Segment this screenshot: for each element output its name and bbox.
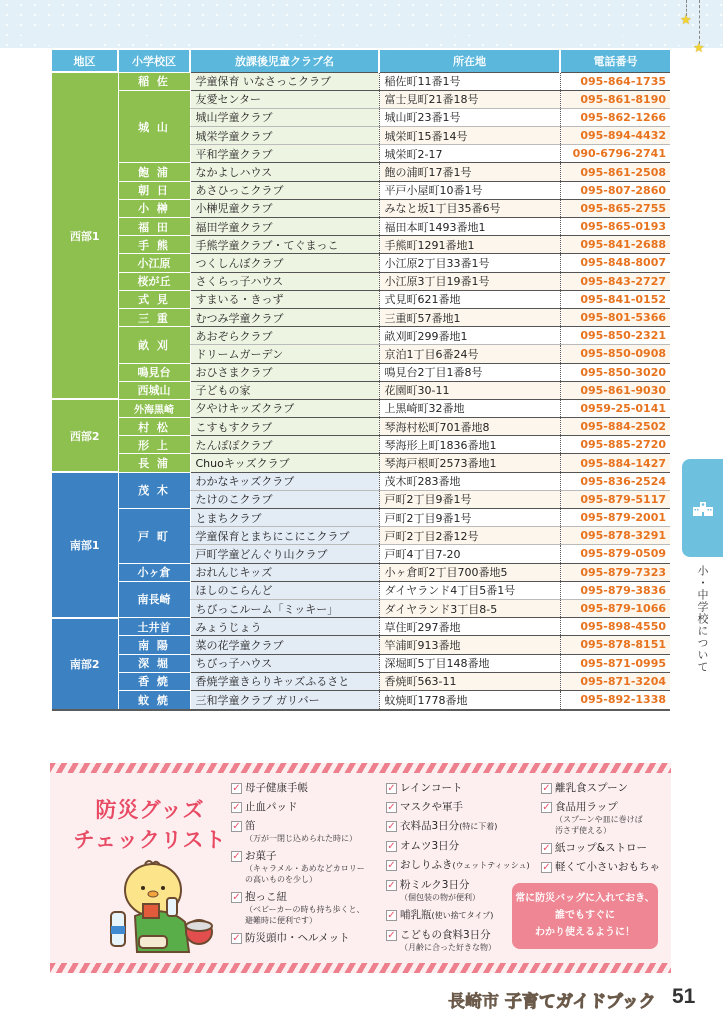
table-row (52, 308, 670, 326)
checkbox-checked-icon[interactable]: ✓ (542, 783, 551, 794)
table-row (52, 618, 670, 636)
checklist-item[interactable] (231, 781, 365, 795)
club-name-cell: おれんじキッズ (190, 563, 379, 581)
address-cell: 戸町4丁目7-20 (379, 545, 560, 563)
table-row (52, 254, 670, 272)
phone-cell: 095-861-2508 (560, 163, 670, 181)
checklist-item-label: レインコート (400, 782, 463, 794)
table-row (52, 454, 670, 472)
school-cell: 稲 佐 (118, 72, 190, 90)
address-cell: 福田本町1493番地1 (379, 218, 560, 236)
table-row (52, 581, 670, 599)
school-cell: 飽 浦 (118, 163, 190, 181)
school-cell: 朝 日 (118, 181, 190, 199)
checklist-item[interactable] (386, 878, 530, 903)
checkbox-checked-icon[interactable]: ✓ (232, 851, 241, 862)
phone-cell: 095-841-2688 (560, 236, 670, 254)
club-name-cell: すまいる・きっず (190, 290, 379, 308)
checkbox-checked-icon[interactable]: ✓ (232, 821, 241, 832)
club-name-cell: つくしんぼクラブ (190, 254, 379, 272)
checklist-item-label: こどもの食料3日分 (400, 929, 491, 941)
table-row (52, 472, 670, 490)
checklist-item-note: （月齢に合った好きな物） (400, 943, 496, 952)
checklist-item[interactable] (541, 800, 660, 836)
club-name-cell: ちびっ子ハウス (190, 654, 379, 672)
address-cell: 琴海形上町1836番地1 (379, 436, 560, 454)
address-cell: 平戸小屋町10番1号 (379, 181, 560, 199)
notice-line: 常に防災バッグに入れておき、 (515, 893, 655, 904)
school-cell: 戸 町 (118, 509, 190, 564)
table-row (52, 690, 670, 708)
address-cell: ダイヤランド4丁目5番1号 (379, 581, 560, 599)
table-row (52, 363, 670, 381)
area-cell: 西部1 (52, 72, 118, 399)
checkbox-checked-icon[interactable]: ✓ (232, 802, 241, 813)
club-name-cell: ちびっこルーム「ミッキー」 (190, 599, 379, 617)
address-cell: 香焼町563-11 (379, 672, 560, 690)
club-name-cell: 平和学童クラブ (190, 145, 379, 163)
checklist-item[interactable] (541, 860, 660, 874)
checklist-item-label: 止血パッド (245, 801, 298, 813)
checklist-item[interactable] (386, 781, 530, 795)
checklist-item-note: （スプーンや皿に巻けば汚さず使える） (555, 815, 643, 835)
school-building-icon (693, 500, 713, 516)
school-cell: 鳴見台 (118, 363, 190, 381)
chick-with-bag-illustration (105, 856, 215, 956)
address-cell: 戸町2丁目9番1号 (379, 509, 560, 527)
checklist-title-line2: チェックリスト (73, 828, 227, 852)
club-name-cell: 子どもの家 (190, 381, 379, 399)
area-cell: 南部2 (52, 618, 118, 709)
table-row (52, 199, 670, 217)
column-header-school-district: 小学校区 (118, 50, 190, 72)
address-cell: 戸町2丁目2番12号 (379, 527, 560, 545)
table-row (52, 163, 670, 181)
checkbox-checked-icon[interactable]: ✓ (387, 841, 396, 852)
checkbox-checked-icon[interactable]: ✓ (387, 860, 396, 871)
address-cell: 小江原2丁目33番1号 (379, 254, 560, 272)
guidebook-title (448, 987, 656, 1012)
notice-line: 誰でもすぐに (555, 910, 615, 921)
address-cell: 小江原3丁目19番1号 (379, 272, 560, 290)
checklist-item-label: 粉ミルク3日分 (400, 879, 470, 891)
club-name-cell: あさひっこクラブ (190, 181, 379, 199)
table-row (52, 399, 670, 417)
phone-cell: 095-862-1266 (560, 108, 670, 126)
phone-cell: 095-871-3204 (560, 672, 670, 690)
phone-cell: 095-894-4432 (560, 127, 670, 145)
club-name-cell: さくらっ子ハウス (190, 272, 379, 290)
school-cell: 式 見 (118, 290, 190, 308)
table-row (52, 272, 670, 290)
column-header-club-name: 放課後児童クラブ名 (190, 50, 379, 72)
address-cell: 城栄町15番14号 (379, 127, 560, 145)
phone-cell: 0959-25-0141 (560, 399, 670, 417)
checklist-item[interactable] (231, 849, 365, 885)
school-cell: 西城山 (118, 381, 190, 399)
table-row (52, 436, 670, 454)
checklist-item-label: 紙コップ&ストロー (555, 842, 647, 854)
address-cell: 稲佐町11番1号 (379, 72, 560, 90)
checklist-item[interactable] (231, 819, 365, 844)
checklist-item[interactable] (386, 800, 530, 814)
checklist-item-suffix: (特に下着) (459, 822, 498, 831)
stripe-border-bottom (50, 963, 671, 973)
table-row (52, 327, 670, 345)
phone-cell: 095-879-0509 (560, 545, 670, 563)
school-cell: 小 榊 (118, 199, 190, 217)
address-cell: 琴海村松町701番地8 (379, 418, 560, 436)
club-name-cell: ドリームガーデン (190, 345, 379, 363)
phone-cell: 095-884-2502 (560, 418, 670, 436)
school-cell: 外海黒崎 (118, 399, 190, 417)
phone-cell: 095-879-5117 (560, 490, 670, 508)
checklist-title (70, 795, 230, 855)
address-cell: 城栄町2-17 (379, 145, 560, 163)
guidebook-title-city: 長崎市 (448, 992, 499, 1012)
club-name-cell: 友愛センター (190, 90, 379, 108)
table-header-row (52, 50, 670, 72)
checklist-item-suffix: (ウェットティッシュ) (452, 861, 530, 870)
checklist-column-2 (386, 781, 530, 958)
address-cell: 式見町621番地 (379, 290, 560, 308)
address-cell: 戸町2丁目9番1号 (379, 490, 560, 508)
column-header-area: 地区 (52, 50, 118, 72)
school-cell: 手 熊 (118, 236, 190, 254)
checkbox-checked-icon[interactable]: ✓ (542, 802, 551, 813)
checklist-item-label: マスクや軍手 (400, 801, 463, 813)
page-number: 51 (672, 985, 696, 1008)
address-cell: 飽の浦町17番1号 (379, 163, 560, 181)
checkbox-checked-icon[interactable]: ✓ (232, 892, 241, 903)
checklist-item-note: （個包装の物が便利） (400, 893, 480, 902)
club-name-cell: 夕やけキッズクラブ (190, 399, 379, 417)
checklist-item-label: 離乳食スプーン (555, 782, 628, 794)
column-header-phone: 電話番号 (560, 50, 670, 72)
checklist-item-label: オムツ3日分 (400, 840, 460, 852)
column-header-address: 所在地 (379, 50, 560, 72)
club-name-cell: こすもすクラブ (190, 418, 379, 436)
table-row (52, 290, 670, 308)
phone-cell: 095-885-2720 (560, 436, 670, 454)
star-icon: ★ (693, 41, 705, 56)
school-cell: 深 堀 (118, 654, 190, 672)
phone-cell: 095-865-2755 (560, 199, 670, 217)
club-name-cell: おひさまクラブ (190, 363, 379, 381)
star-string (699, 0, 700, 44)
school-cell: 土井首 (118, 618, 190, 636)
table-row (52, 90, 670, 108)
checklist-item[interactable] (386, 908, 530, 923)
phone-cell: 095-879-1066 (560, 599, 670, 617)
table-row (52, 236, 670, 254)
address-cell: 富士見町21番18号 (379, 90, 560, 108)
table-row (52, 509, 670, 527)
club-name-cell: ほしのこらんど (190, 581, 379, 599)
phone-cell: 095-865-0193 (560, 218, 670, 236)
checklist-item[interactable] (386, 928, 530, 953)
phone-cell: 095-864-1735 (560, 72, 670, 90)
checklist-item[interactable] (541, 841, 660, 855)
address-cell: 鳴見台2丁目1番8号 (379, 363, 560, 381)
checklist-item[interactable] (386, 858, 530, 873)
address-cell: 深堀町5丁目148番地 (379, 654, 560, 672)
side-tab-label: 小・中学校について (696, 565, 709, 673)
checklist-item-note: （ベビーカーの時も持ち歩くと、避難時に便利です） (245, 905, 365, 925)
checklist-column-1 (231, 781, 365, 950)
phone-cell: 095-850-3020 (560, 363, 670, 381)
checklist-item[interactable] (386, 819, 530, 834)
club-name-cell: 手熊学童クラブ・てぐまっこ (190, 236, 379, 254)
address-cell: 畝刈町299番地1 (379, 327, 560, 345)
checklist-item[interactable] (231, 800, 365, 814)
notice-box (512, 883, 658, 949)
school-cell: 三 重 (118, 308, 190, 326)
checkbox-checked-icon[interactable]: ✓ (387, 910, 396, 921)
club-name-cell: 福田学童クラブ (190, 218, 379, 236)
address-cell: 琴海戸根町2573番地1 (379, 454, 560, 472)
checkbox-checked-icon[interactable]: ✓ (387, 783, 396, 794)
phone-cell: 095-801-5366 (560, 308, 670, 326)
phone-cell: 095-843-2727 (560, 272, 670, 290)
school-cell: 形 上 (118, 436, 190, 454)
checklist-item-suffix: (使い捨てタイプ) (431, 911, 494, 920)
notice-line: わかり使えるように！ (535, 927, 635, 938)
club-name-cell: 学童保育 いなさっこクラブ (190, 72, 379, 90)
school-cell: 長 浦 (118, 454, 190, 472)
phone-cell: 095-861-9030 (560, 381, 670, 399)
phone-cell: 095-879-7323 (560, 563, 670, 581)
club-name-cell: とまちクラブ (190, 509, 379, 527)
checklist-item-label: 抱っこ紐 (245, 891, 287, 903)
club-name-cell: 学童保育とまちにこにこクラブ (190, 527, 379, 545)
table-row (52, 654, 670, 672)
area-cell: 南部1 (52, 472, 118, 618)
club-name-cell: わかなキッズクラブ (190, 472, 379, 490)
checklist-item-label: 防災頭巾・ヘルメット (245, 932, 350, 944)
checklist-item-label: 衣料品3日分 (400, 820, 460, 832)
address-cell: 草住町297番地 (379, 618, 560, 636)
school-cell: 小ヶ倉 (118, 563, 190, 581)
school-cell: 香 焼 (118, 672, 190, 690)
table-row (52, 563, 670, 581)
guidebook-title-book: 子育てガイドブック (504, 992, 656, 1012)
checkbox-checked-icon[interactable]: ✓ (542, 862, 551, 873)
club-name-cell: たけのこクラブ (190, 490, 379, 508)
address-cell: 京泊1丁目6番24号 (379, 345, 560, 363)
club-name-cell: 城栄学童クラブ (190, 127, 379, 145)
checklist-item-label: 軽くて小さいおもちゃ (555, 861, 660, 873)
table-row (52, 418, 670, 436)
checkbox-checked-icon[interactable]: ✓ (387, 880, 396, 891)
school-cell: 南 陽 (118, 636, 190, 654)
club-name-cell: 戸町学童どんぐり山クラブ (190, 545, 379, 563)
phone-cell: 095-848-8007 (560, 254, 670, 272)
checklist-item[interactable] (541, 781, 660, 795)
checklist-item-note: （キャラメル・あめなどカロリーの高いものを少し） (245, 864, 365, 884)
table-row (52, 381, 670, 399)
club-name-cell: Chuoキッズクラブ (190, 454, 379, 472)
phone-cell: 095-892-1338 (560, 690, 670, 708)
address-cell: 蚊焼町1778番地 (379, 690, 560, 708)
club-name-cell: 小榊児童クラブ (190, 199, 379, 217)
phone-cell: 090-6796-2741 (560, 145, 670, 163)
checkbox-checked-icon[interactable]: ✓ (542, 843, 551, 854)
address-cell: ダイヤランド3丁目8-5 (379, 599, 560, 617)
table-row (52, 672, 670, 690)
table-row (52, 218, 670, 236)
phone-cell: 095-850-2321 (560, 327, 670, 345)
checklist-item-label: 笛 (245, 820, 256, 832)
checkbox-checked-icon[interactable]: ✓ (387, 930, 396, 941)
checklist-item[interactable] (386, 839, 530, 853)
checklist-item[interactable] (231, 890, 365, 926)
star-icon: ★ (680, 13, 692, 28)
school-cell: 福 田 (118, 218, 190, 236)
school-cell: 茂 木 (118, 472, 190, 508)
checklist-item-label: 母子健康手帳 (245, 782, 308, 794)
phone-cell: 095-878-3291 (560, 527, 670, 545)
checklist-item-note: （万が一閉じ込められた時に） (245, 834, 357, 843)
club-name-cell: 三和学童クラブ ガリバー (190, 690, 379, 708)
school-cell: 桜が丘 (118, 272, 190, 290)
checkbox-checked-icon[interactable]: ✓ (232, 783, 241, 794)
phone-cell: 095-884-1427 (560, 454, 670, 472)
club-name-cell: たんぽぽクラブ (190, 436, 379, 454)
checklist-column-3 (541, 781, 660, 879)
checklist-item-label: 哺乳瓶 (400, 909, 432, 921)
address-cell: 城山町23番1号 (379, 108, 560, 126)
club-name-cell: みょうじょう (190, 618, 379, 636)
table-bottom-rule (52, 709, 670, 711)
address-cell: 上黒崎町32番地 (379, 399, 560, 417)
disaster-checklist-panel (50, 763, 671, 973)
checklist-item-label: おしりふき (400, 859, 453, 871)
school-cell: 村 松 (118, 418, 190, 436)
checklist-item[interactable] (231, 931, 365, 945)
phone-cell: 095-879-2001 (560, 509, 670, 527)
after-school-club-table (52, 50, 670, 709)
checkbox-checked-icon[interactable]: ✓ (387, 821, 396, 832)
cloud-wave-decoration (0, 28, 723, 50)
address-cell: 手熊町1291番地1 (379, 236, 560, 254)
school-cell: 畝 刈 (118, 327, 190, 363)
address-cell: 三重町57番地1 (379, 308, 560, 326)
table-row (52, 636, 670, 654)
address-cell: 茂木町283番地 (379, 472, 560, 490)
side-tab-school-info[interactable] (682, 459, 723, 557)
school-cell: 南長崎 (118, 581, 190, 617)
area-cell: 西部2 (52, 399, 118, 472)
checklist-item-label: 食品用ラップ (555, 801, 618, 813)
address-cell: みなと坂1丁目35番6号 (379, 199, 560, 217)
table-row (52, 72, 670, 90)
phone-cell: 095-879-3836 (560, 581, 670, 599)
school-cell: 小江原 (118, 254, 190, 272)
stripe-border-top (50, 763, 671, 773)
phone-cell: 095-807-2860 (560, 181, 670, 199)
phone-cell: 095-871-0995 (560, 654, 670, 672)
club-name-cell: むつみ学童クラブ (190, 308, 379, 326)
school-cell: 蚊 焼 (118, 690, 190, 708)
address-cell: 小ヶ倉町2丁目700番地5 (379, 563, 560, 581)
club-name-cell: 香焼学童きらりキッズふるさと (190, 672, 379, 690)
table-row (52, 181, 670, 199)
phone-cell: 095-850-0908 (560, 345, 670, 363)
school-cell: 城 山 (118, 90, 190, 163)
phone-cell: 095-878-8151 (560, 636, 670, 654)
address-cell: 花園町30-11 (379, 381, 560, 399)
checkbox-checked-icon[interactable]: ✓ (387, 802, 396, 813)
club-name-cell: 城山学童クラブ (190, 108, 379, 126)
club-name-cell: なかよしハウス (190, 163, 379, 181)
club-name-cell: あおぞらクラブ (190, 327, 379, 345)
club-name-cell: 菜の花学童クラブ (190, 636, 379, 654)
checklist-item-label: お菓子 (245, 850, 277, 862)
phone-cell: 095-898-4550 (560, 618, 670, 636)
phone-cell: 095-841-0152 (560, 290, 670, 308)
checklist-title-line1: 防災グッズ (95, 798, 205, 822)
address-cell: 竿浦町913番地 (379, 636, 560, 654)
checkbox-checked-icon[interactable]: ✓ (232, 933, 241, 944)
phone-cell: 095-861-8190 (560, 90, 670, 108)
phone-cell: 095-836-2524 (560, 472, 670, 490)
